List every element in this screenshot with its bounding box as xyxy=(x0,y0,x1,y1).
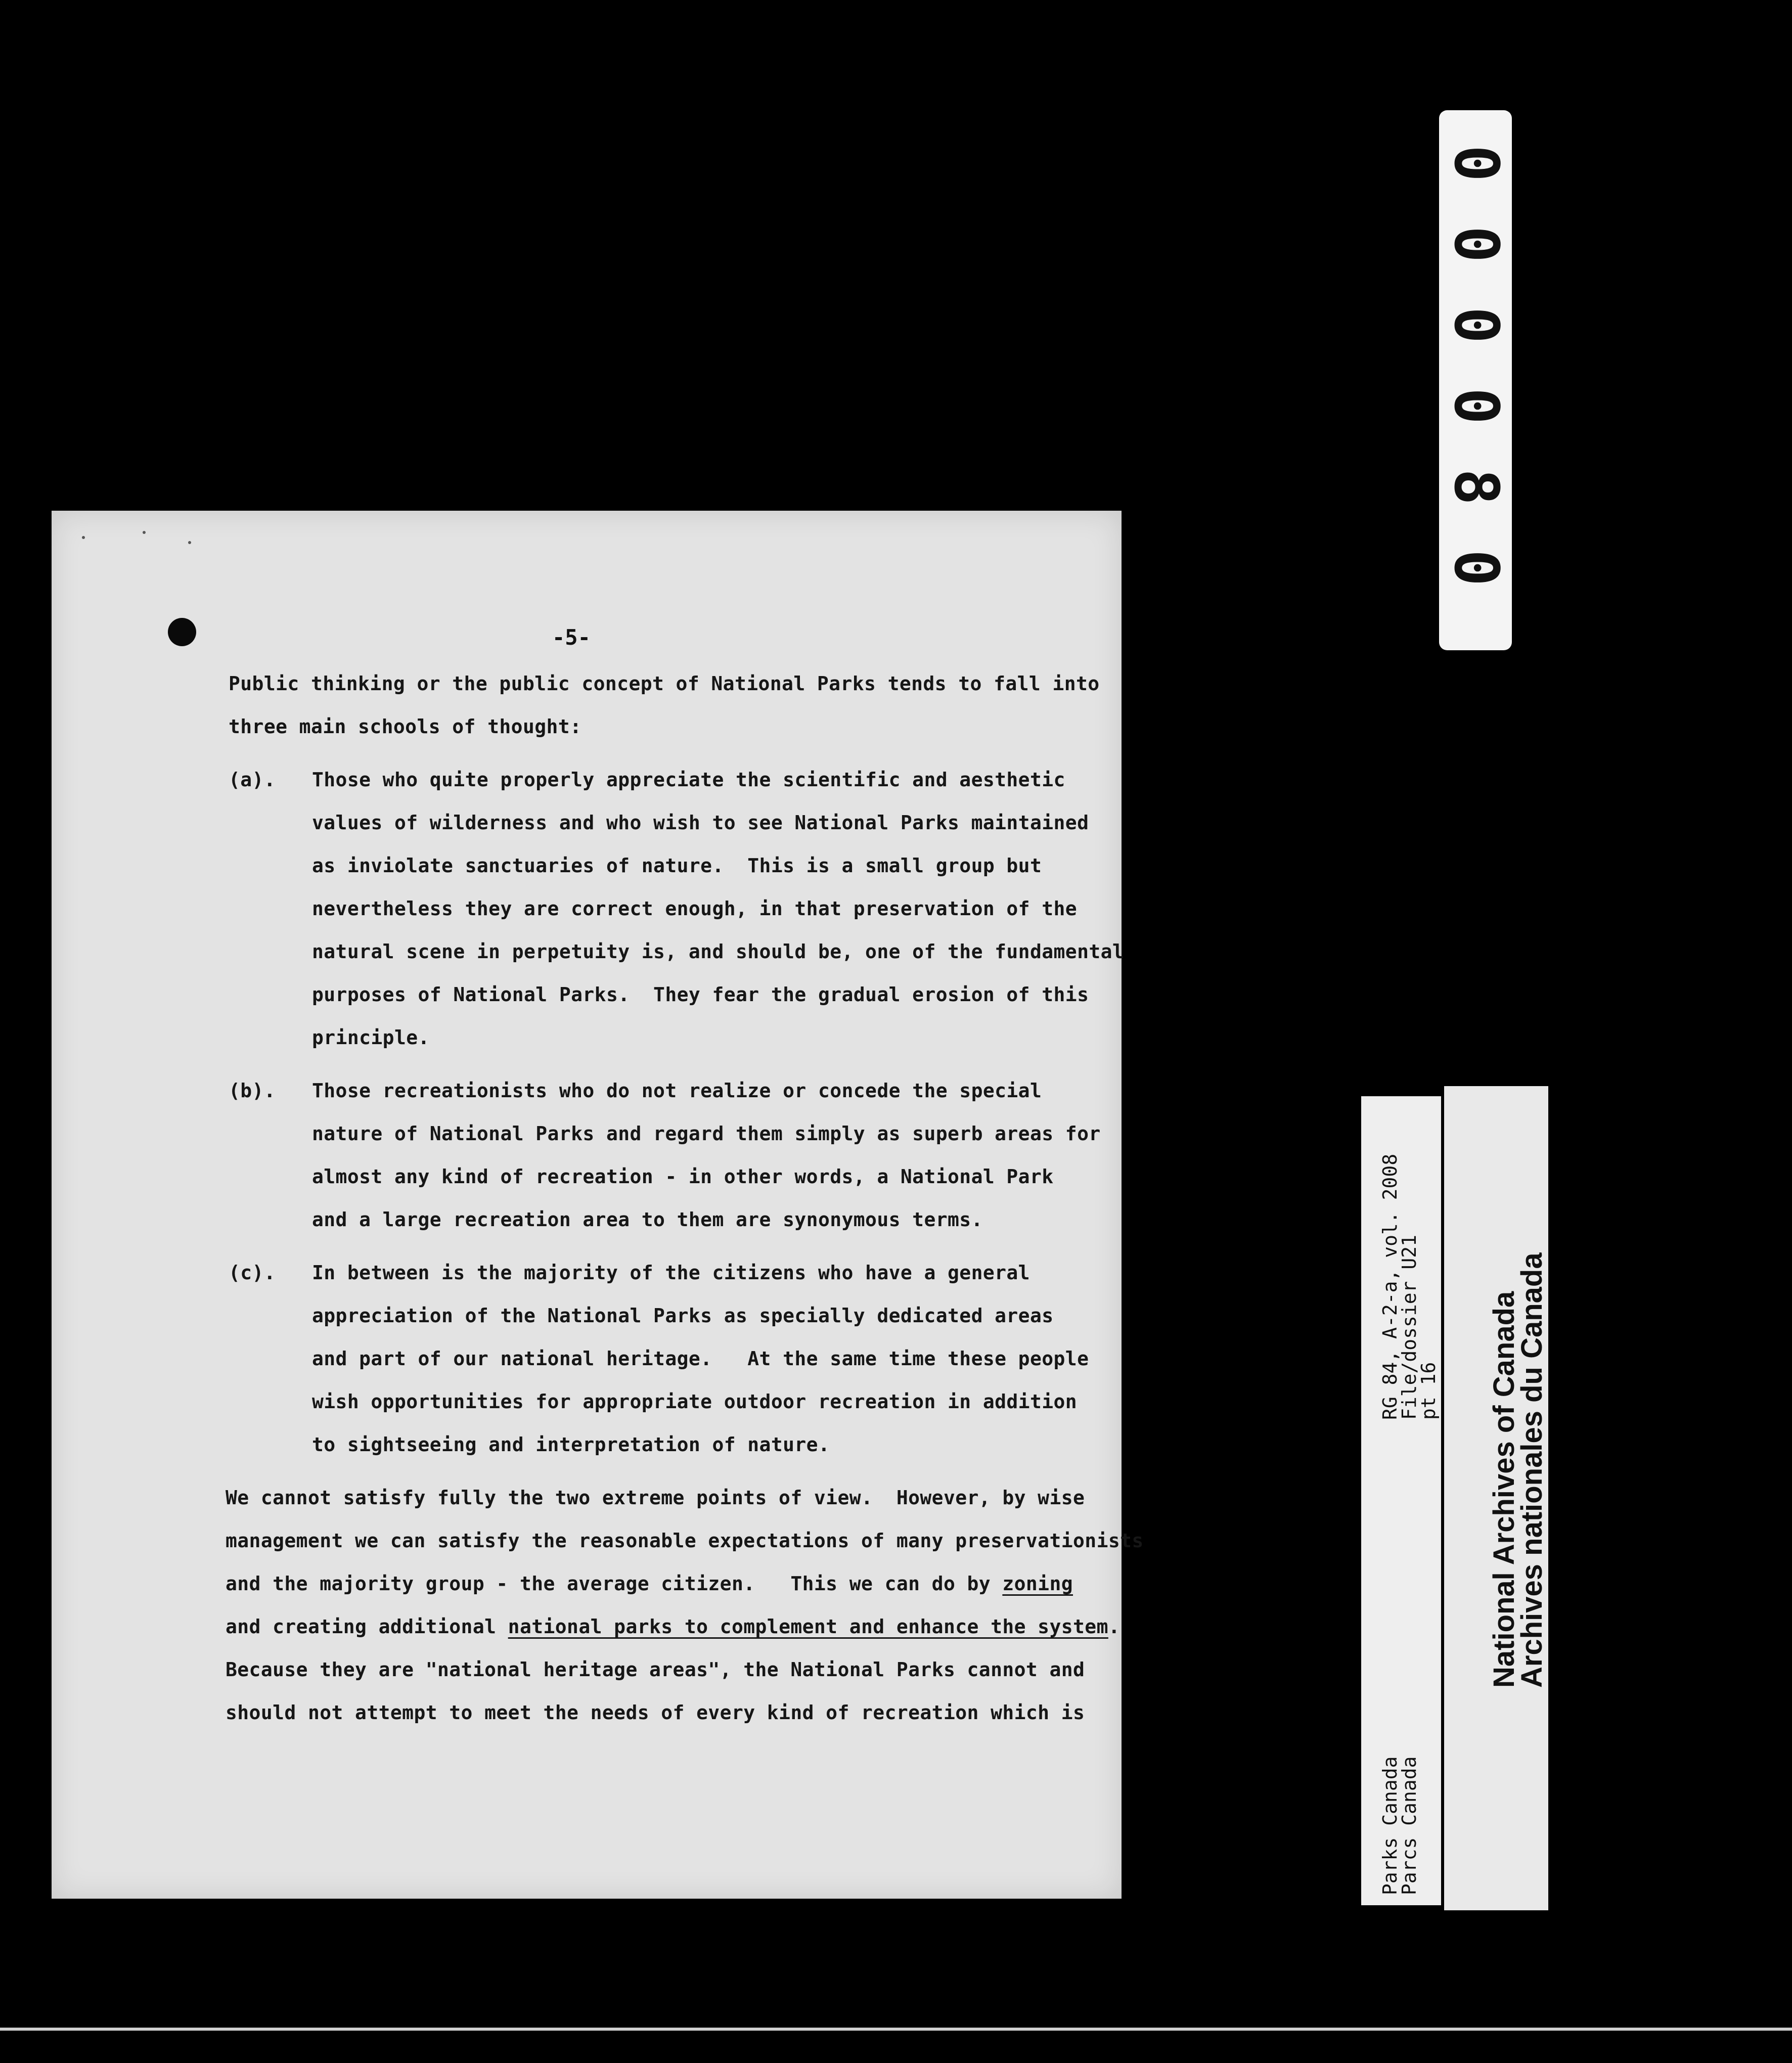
text-line xyxy=(226,1562,1098,1605)
archives-label xyxy=(1444,1086,1548,1910)
text-span: and the majority group - the average citizen. This we can do by xyxy=(226,1573,1003,1595)
list-item-c xyxy=(229,1251,1098,1466)
list-item-b xyxy=(229,1069,1101,1241)
text-line: natural scene in perpetuity is, and should be, one of the fundamental xyxy=(312,940,1125,963)
reference-line: File/dossier U21 xyxy=(1398,1234,1420,1420)
text-line: and a large recreation area to them are synonymous terms. xyxy=(312,1208,983,1231)
text-line: appreciation of the National Parks as specially dedicated areas xyxy=(312,1305,1054,1327)
text-line: almost any kind of recreation - in other words, a National Park xyxy=(312,1165,1054,1188)
conclusion-paragraph xyxy=(226,1476,1144,1734)
underlined-text: national parks to complement and enhance the system xyxy=(508,1616,1108,1638)
item-label: (a). xyxy=(229,769,276,791)
dust-speck xyxy=(143,531,146,534)
text-line: and part of our national heritage. At the same time these people xyxy=(312,1348,1089,1370)
text-line: Those who quite properly appreciate the scientific and aesthetic xyxy=(312,769,1065,791)
text-line: In between is the majority of the citizens who have a general xyxy=(312,1262,1030,1284)
item-label: (c). xyxy=(229,1262,276,1284)
item-label: (b). xyxy=(229,1080,276,1102)
counter-digit: 8 xyxy=(1441,468,1511,506)
archives-line: National Archives of Canada xyxy=(1488,1291,1520,1688)
underlined-text: zoning xyxy=(1002,1573,1073,1595)
agency-line: Parcs Canada xyxy=(1398,1756,1420,1895)
agency-line: Parks Canada xyxy=(1379,1756,1401,1895)
archive-reference-label xyxy=(1361,1096,1441,1905)
text-span: and creating additional xyxy=(226,1616,508,1638)
text-line: Those recreationists who do not realize or concede the special xyxy=(312,1080,1042,1102)
divider xyxy=(0,2028,1792,2031)
text-line: nevertheless they are correct enough, in that preservation of the xyxy=(312,898,1078,920)
reference-line: pt 16 xyxy=(1417,1362,1440,1420)
text-line: We cannot satisfy fully the two extreme points of view. However, by wise xyxy=(226,1487,1085,1509)
text-span: . xyxy=(1108,1616,1121,1638)
list-item-a xyxy=(229,758,1125,1059)
text-line: Public thinking or the public concept of National Parks tends to fall into xyxy=(229,672,1100,695)
document-page xyxy=(52,511,1144,1899)
archives-line: Archives nationales du Canada xyxy=(1515,1252,1548,1688)
dust-speck xyxy=(188,541,191,544)
frame-counter xyxy=(1439,110,1512,650)
text-line xyxy=(226,1605,1121,1648)
counter-digit: 0 xyxy=(1441,306,1511,344)
text-line: wish opportunities for appropriate outdoor recreation in addition xyxy=(312,1391,1078,1413)
text-line: as inviolate sanctuaries of nature. This is a small group but xyxy=(312,855,1042,877)
text-line: values of wilderness and who wish to see National Parks maintained xyxy=(312,812,1089,834)
body-text xyxy=(226,662,1144,1734)
counter-digit: 0 xyxy=(1441,226,1511,263)
counter-digit: 0 xyxy=(1441,145,1511,182)
punch-hole xyxy=(168,618,196,646)
text-line: Because they are "national heritage areas", the National Parks cannot and xyxy=(226,1658,1085,1681)
counter-digit: 0 xyxy=(1441,549,1511,587)
text-line: nature of National Parks and regard them simply as superb areas for xyxy=(312,1123,1101,1145)
text-line: three main schools of thought: xyxy=(229,715,582,738)
page-number: -5- xyxy=(552,625,591,650)
dust-speck xyxy=(82,536,85,539)
text-line: principle. xyxy=(312,1026,430,1049)
text-line: should not attempt to meet the needs of every kind of recreation which is xyxy=(226,1701,1085,1724)
text-line: management we can satisfy the reasonable expectations of many preservationists xyxy=(226,1530,1144,1552)
text-line: to sightseeing and interpretation of nature. xyxy=(312,1433,830,1456)
text-line: purposes of National Parks. They fear the gradual erosion of this xyxy=(312,983,1089,1006)
counter-digit: 0 xyxy=(1441,387,1511,425)
reference-line: RG 84, A-2-a, vol. 2008 xyxy=(1379,1153,1401,1420)
